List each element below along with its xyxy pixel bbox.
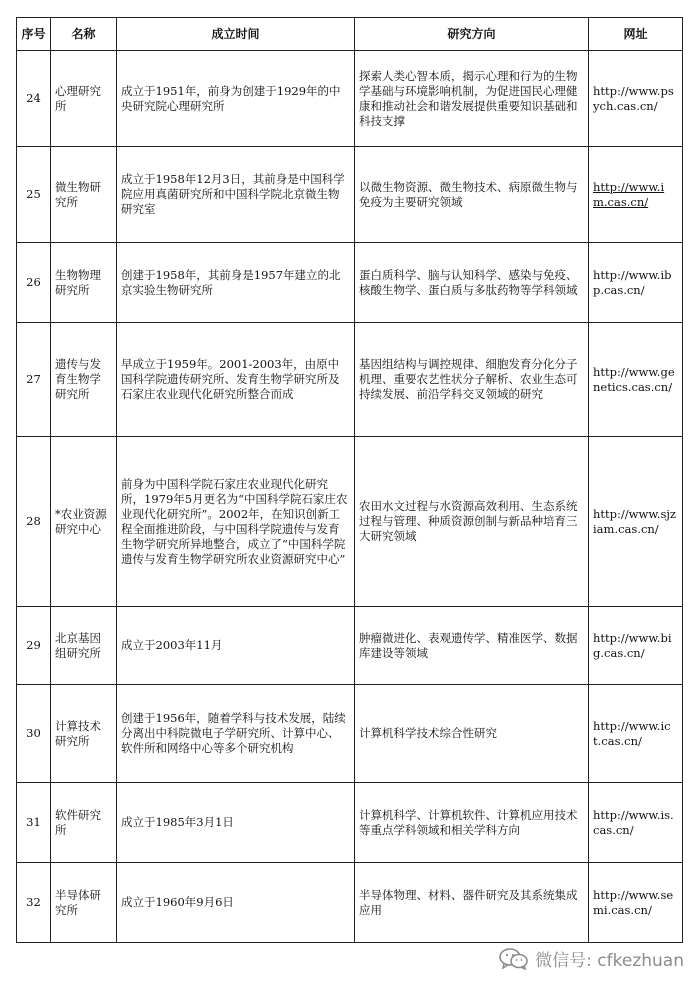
institute-name: 计算技术研究所 bbox=[51, 685, 117, 783]
founding-info: 成立于1985年3月1日 bbox=[117, 783, 355, 863]
row-number: 25 bbox=[17, 147, 51, 243]
research-fields: 计算机科学、计算机软件、计算机应用技术等重点学科领域和相关学科方向 bbox=[355, 783, 589, 863]
founding-info: 成立于1958年12月3日，其前身是中国科学院应用真菌研究所和中国科学院北京微生物研究室 bbox=[117, 147, 355, 243]
institute-name: 软件研究所 bbox=[51, 783, 117, 863]
header-founded: 成立时间 bbox=[117, 18, 355, 51]
table-row bbox=[17, 51, 683, 147]
institute-name: 生物物理研究所 bbox=[51, 243, 117, 323]
institute-name: 半导体研究所 bbox=[51, 863, 117, 943]
website-link[interactable]: http://www.big.cas.cn/ bbox=[593, 630, 672, 660]
research-fields: 探索人类心智本质，揭示心理和行为的生物学基础与环境影响机制，为促进国民心理健康和推动社会和谐发展提供重要知识基础和科技支撑 bbox=[355, 51, 589, 147]
wechat-watermark bbox=[499, 946, 684, 971]
research-fields: 农田水文过程与水资源高效利用、生态系统过程与管理、种质资源创制与新品种培育三大研究领域 bbox=[355, 437, 589, 607]
research-fields: 半导体物理、材料、器件研究及其系统集成应用 bbox=[355, 863, 589, 943]
table-row bbox=[17, 437, 683, 607]
header-num: 序号 bbox=[17, 18, 51, 51]
website-link[interactable]: http://www.im.cas.cn/ bbox=[593, 179, 665, 209]
founding-info: 成立于1960年9月6日 bbox=[117, 863, 355, 943]
research-fields: 肿瘤微进化、表观遗传学、精准医学、数据库建设等领域 bbox=[355, 607, 589, 685]
website-link[interactable]: http://www.semi.cas.cn/ bbox=[593, 887, 674, 917]
row-number: 30 bbox=[17, 685, 51, 783]
table-row bbox=[17, 783, 683, 863]
table-row bbox=[17, 607, 683, 685]
founding-info: 创建于1956年，随着学科与技术发展，陆续分离出中科院微电子学研究所、计算中心、软件所和网络中心等多个研究机构 bbox=[117, 685, 355, 783]
header-name: 名称 bbox=[51, 18, 117, 51]
header-fields: 研究方向 bbox=[355, 18, 589, 51]
research-fields: 计算机科学技术综合性研究 bbox=[355, 685, 589, 783]
research-fields: 以微生物资源、微生物技术、病原微生物与免疫为主要研究领域 bbox=[355, 147, 589, 243]
row-number: 26 bbox=[17, 243, 51, 323]
table-row bbox=[17, 323, 683, 437]
table-row bbox=[17, 243, 683, 323]
founding-info: 成立于2003年11月 bbox=[117, 607, 355, 685]
table-header-row bbox=[17, 18, 683, 51]
website-link[interactable]: http://www.psych.cas.cn/ bbox=[593, 83, 674, 113]
research-fields: 蛋白质科学、脑与认知科学、感染与免疫、核酸生物学、蛋白质与多肽药物等学科领域 bbox=[355, 243, 589, 323]
website-link[interactable]: http://www.ict.cas.cn/ bbox=[593, 718, 671, 748]
row-number: 24 bbox=[17, 51, 51, 147]
institute-name: 遗传与发育生物学研究所 bbox=[51, 323, 117, 437]
row-number: 29 bbox=[17, 607, 51, 685]
header-url: 网址 bbox=[589, 18, 683, 51]
table-row bbox=[17, 685, 683, 783]
institute-name: *农业资源研究中心 bbox=[51, 437, 117, 607]
row-number: 32 bbox=[17, 863, 51, 943]
row-number: 28 bbox=[17, 437, 51, 607]
website-link[interactable]: http://www.genetics.cas.cn/ bbox=[593, 364, 675, 394]
wechat-icon bbox=[499, 948, 529, 970]
institute-name: 微生物研究所 bbox=[51, 147, 117, 243]
table-row bbox=[17, 863, 683, 943]
website-link[interactable]: http://www.is.cas.cn/ bbox=[593, 807, 674, 837]
founding-info: 创建于1958年，其前身是1957年建立的北京实验生物研究所 bbox=[117, 243, 355, 323]
institutes-table bbox=[16, 17, 683, 943]
institute-name: 北京基因组研究所 bbox=[51, 607, 117, 685]
website-link[interactable]: http://www.sjziam.cas.cn/ bbox=[593, 506, 676, 536]
founding-info: 早成立于1959年。2001-2003年，由原中国科学院遗传研究所、发育生物学研究所及石家庄农业现代化研究所整合而成 bbox=[117, 323, 355, 437]
row-number: 31 bbox=[17, 783, 51, 863]
institute-name: 心理研究所 bbox=[51, 51, 117, 147]
research-fields: 基因组结构与调控规律、细胞发育分化分子机理、重要农艺性状分子解析、农业生态可持续发展、前沿学科交叉领域的研究 bbox=[355, 323, 589, 437]
founding-info: 前身为中国科学院石家庄农业现代化研究所，1979年5月更名为“中国科学院石家庄农业现代化研究所”。2002年，在知识创新工程全面推进阶段，与中国科学院遗传与发育生物学研究所异地整合，成立了“中国科学院遗传与发育生物学研究所农业资源研究中心” bbox=[117, 437, 355, 607]
founding-info: 成立于1951年，前身为创建于1929年的中央研究院心理研究所 bbox=[117, 51, 355, 147]
table-row bbox=[17, 147, 683, 243]
watermark-text: 微信号: cfkezhuan bbox=[535, 951, 684, 971]
row-number: 27 bbox=[17, 323, 51, 437]
website-link[interactable]: http://www.ibp.cas.cn/ bbox=[593, 267, 672, 297]
